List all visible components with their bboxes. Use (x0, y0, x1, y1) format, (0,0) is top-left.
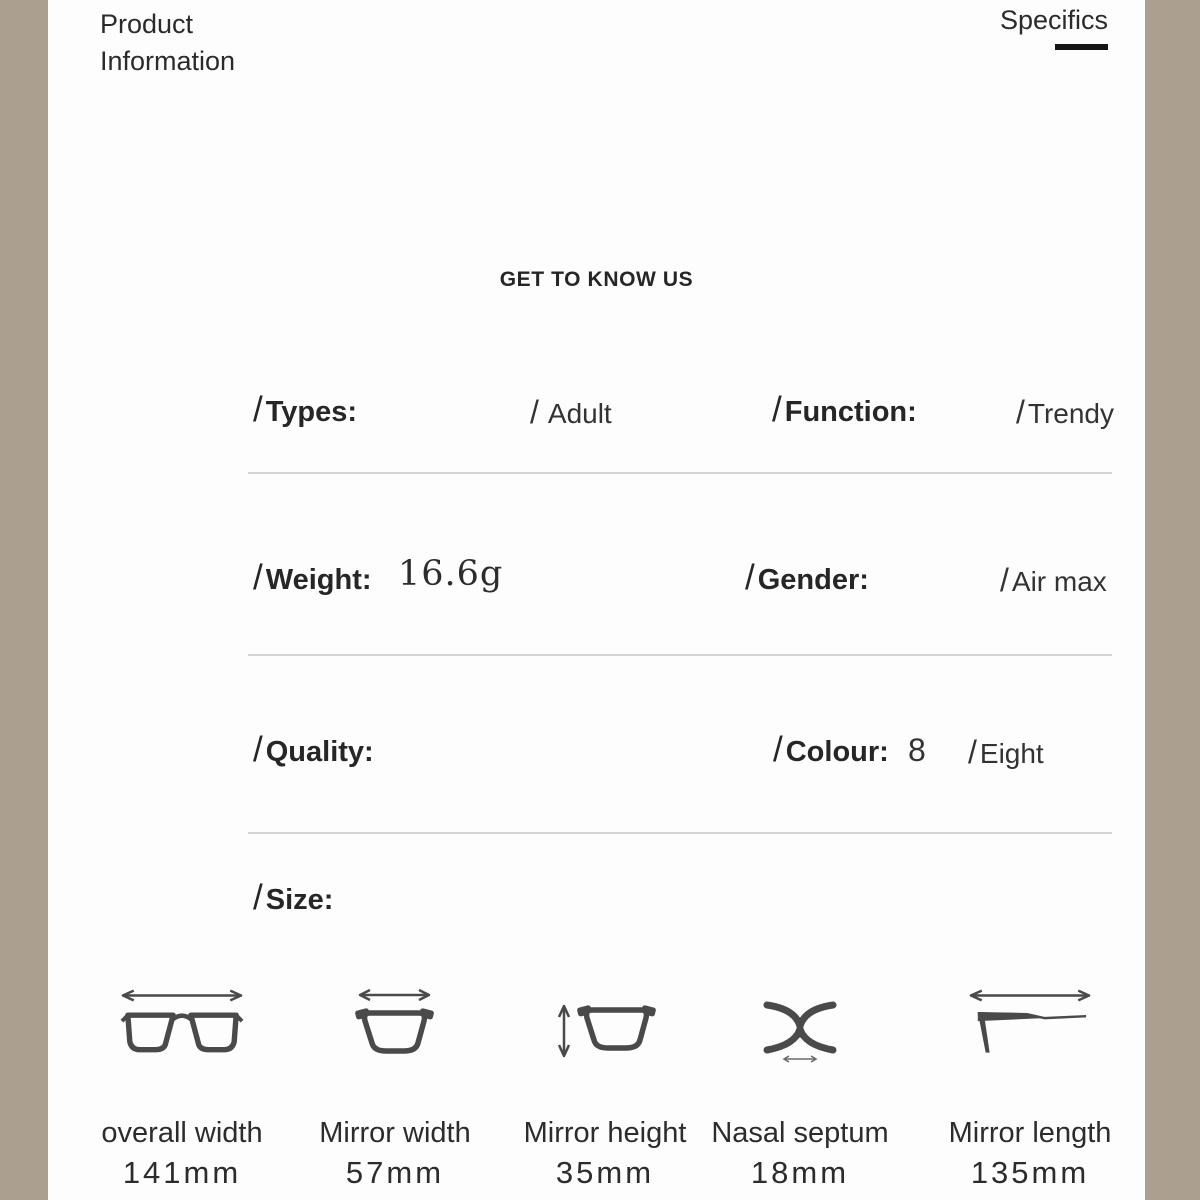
temple-length-icon (920, 985, 1140, 1080)
specifics-label: Specifics (999, 5, 1108, 35)
measurement-nasal-septum (690, 985, 910, 1200)
measurement-label: Mirror length (948, 1117, 1112, 1149)
colon-mark: : (859, 564, 869, 596)
divider (248, 832, 1112, 834)
colour-value (968, 734, 1044, 771)
quality-label (253, 730, 374, 770)
gender-value (1000, 562, 1107, 599)
measurement-mirror-length (920, 985, 1140, 1200)
spec-row-quality-colour (0, 730, 1200, 786)
function-value (1016, 394, 1114, 431)
slash-mark: / (253, 390, 263, 429)
measurement-label: overall width (101, 1117, 263, 1149)
spec-row-types-function (0, 390, 1200, 446)
nose-bridge-width-icon (690, 985, 910, 1080)
gender-label-text: Gender (757, 564, 860, 596)
spec-row-size (0, 878, 1200, 934)
types-label-text: Types (265, 396, 348, 428)
section-heading: GET TO KNOW US (499, 268, 694, 291)
colon-mark: : (347, 396, 358, 428)
measurement-value: 35mm (555, 1155, 655, 1190)
measurement-mirror-height (495, 985, 715, 1200)
quality-label-text: Quality (265, 736, 365, 768)
colour-label-text: Colour (785, 736, 880, 768)
gender-label (745, 558, 869, 598)
colon-mark: : (364, 736, 374, 768)
measurement-overall-width (72, 985, 292, 1200)
measurement-value: 57mm (345, 1155, 445, 1190)
measurement-value: 135mm (970, 1155, 1090, 1190)
slash-mark: / (253, 878, 263, 917)
colon-mark: : (323, 884, 334, 916)
slash-mark: / (530, 394, 539, 430)
function-value-text: Trendy (1027, 398, 1114, 429)
specifics-underline (1055, 44, 1108, 50)
slash-mark: / (772, 390, 782, 429)
weight-label-text: Weight (265, 564, 362, 596)
colour-count: 8 (908, 732, 926, 768)
lens-width-icon (285, 985, 505, 1080)
weight-value: 16.6g (398, 554, 504, 594)
function-label-text: Function (784, 396, 908, 428)
colon-mark: : (361, 564, 372, 596)
weight-label (253, 558, 372, 598)
colon-mark: : (907, 396, 917, 428)
gender-value-text: Air max (1011, 566, 1107, 597)
measurement-value: 18mm (750, 1155, 850, 1190)
types-value (530, 394, 612, 431)
divider (248, 654, 1112, 656)
divider (248, 472, 1112, 474)
measurement-label: Nasal septum (711, 1117, 889, 1149)
slash-mark: / (773, 730, 783, 769)
slash-mark: / (1000, 562, 1009, 598)
slash-mark: / (253, 730, 263, 769)
measurement-mirror-width (285, 985, 505, 1200)
measurement-label: Mirror width (319, 1117, 471, 1149)
measurement-value: 141mm (122, 1155, 242, 1190)
glasses-front-width-icon (72, 985, 292, 1080)
function-label (772, 390, 917, 430)
size-label (253, 878, 333, 918)
page-title: Product Information (100, 9, 236, 76)
spec-row-weight-gender (0, 554, 1200, 614)
slash-mark: / (968, 734, 977, 770)
colour-value-text: Eight (979, 738, 1044, 769)
colour-label (773, 730, 889, 770)
slash-mark: / (1016, 394, 1025, 430)
measurement-label: Mirror height (523, 1117, 687, 1149)
types-label (253, 390, 357, 430)
size-label-text: Size (265, 884, 324, 916)
lens-height-icon (495, 985, 715, 1080)
slash-mark: / (745, 558, 755, 597)
types-value-text: Adult (547, 398, 612, 429)
colon-mark: : (879, 736, 889, 768)
slash-mark: / (253, 558, 263, 597)
